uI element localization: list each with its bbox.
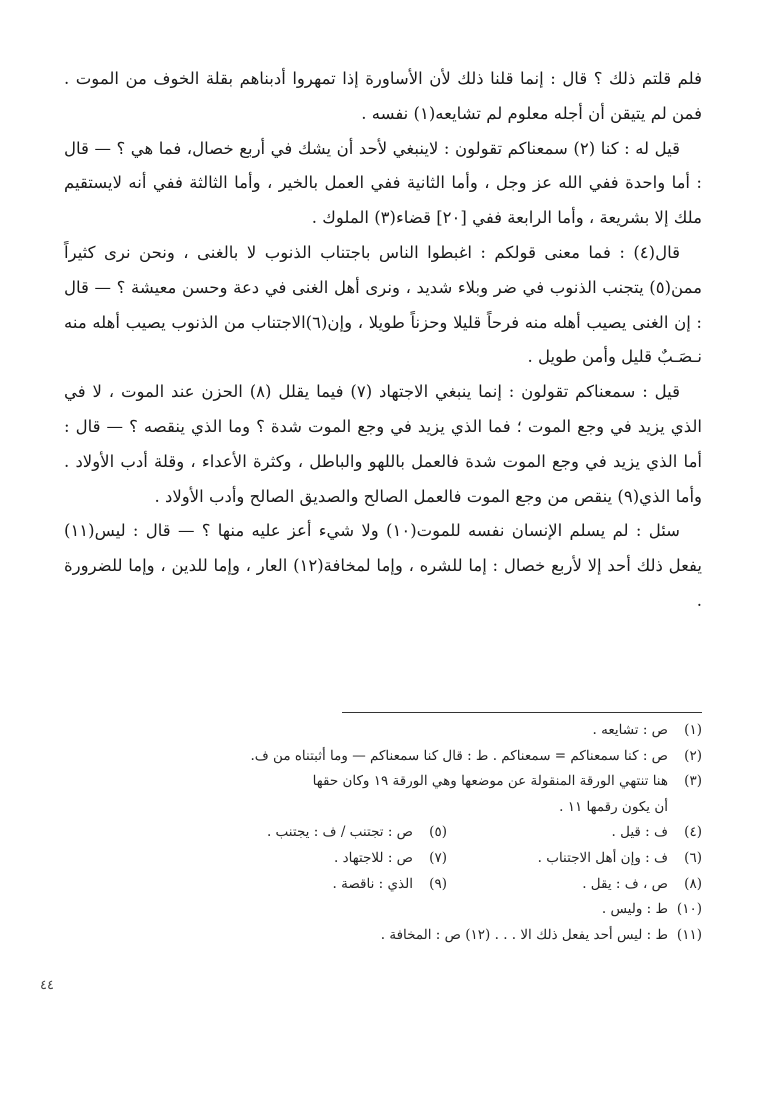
footnote-9 xyxy=(192,872,447,898)
footnote-5 xyxy=(192,820,447,846)
footnote-10 xyxy=(64,897,702,923)
footnote-6 xyxy=(447,846,702,872)
footnote-pair-6-7 xyxy=(64,846,702,872)
footnote-number: (٣) xyxy=(684,773,702,790)
paragraph-3: قال(٤) : فما معنى قولكم : اغبطوا الناس باجتناب الذنوب لا بالغنى ، ونحن نرى كثيراً ممن(٥) يتجنب الذنوب في ضر وبلاء شديد ، ونرى أهل الغنى في دعة وحسن معيشة ؟ — قال : إن الغنى يصيب أهله منه فرحاً قليلا وحزناً طويلا ، وإن(٦)الاجتناب من الذنوب يصيب أهله منه نـصَـبٌ قليل وأمن طويل . xyxy=(64,242,702,367)
page-number: ٤٤ xyxy=(40,978,54,993)
footnote-2 xyxy=(64,744,702,770)
paragraph-4: قيل : سمعناكم تقولون : إنما ينبغي الاجتهاد (٧) فيما يقلل (٨) الحزن عند الموت ، لا في الذي يزيد في وجع الموت ؛ فما الذي يزيد في وجع الموت شدة ؟ وما الذي ينقصه ؟ — قال : أما الذي يزيد في وجع الموت شدة فالعمل باللهو والباطل ، وكثرة الأعداء ، وقلة أدب الأولاد . وأما الذي(٩) ينقص من وجع الموت فالعمل الصالح والصديق الصالح وأدب الأولاد . xyxy=(64,382,702,506)
footnote-text: الذي : ناقصة . xyxy=(332,875,413,892)
footnote-text: ف : وإن أهل الاجتناب . xyxy=(537,849,668,866)
footnote-number: (٦) xyxy=(684,849,702,866)
footnote-7 xyxy=(192,846,447,872)
footnote-text: ص : للاجتهاد . xyxy=(334,849,413,866)
footnote-number: (١) xyxy=(684,722,702,738)
footnote-8 xyxy=(447,872,702,898)
footnote-text: ط : وليس . xyxy=(601,901,668,918)
footnote-separator xyxy=(342,712,702,713)
footnote-11-12 xyxy=(64,923,702,949)
footnote-number: (٢) xyxy=(684,747,702,764)
footnote-number: (١٠) xyxy=(676,901,702,918)
footnote-text: هنا تنتهي الورقة المنقولة عن موضعها وهي الورقة ١٩ وكان حقها xyxy=(312,773,668,790)
footnote-number: (٥) xyxy=(429,824,447,841)
footnote-text: ص ، ف : يقل . xyxy=(582,875,668,892)
footnote-number: (١١) xyxy=(676,926,702,943)
footnote-1 xyxy=(64,718,702,744)
main-text xyxy=(64,62,702,619)
footnote-4 xyxy=(447,820,702,846)
footnote-number: (٧) xyxy=(429,849,447,866)
footnote-pair-4-5 xyxy=(64,820,702,846)
footnote-number: (٨) xyxy=(684,875,702,892)
footnote-pair-8-9 xyxy=(64,872,702,898)
footnote-text: ص : كنا سمعناكم = سمعناكم . ط : قال كنا سمعناكم — وما أثبتناه من ف. xyxy=(250,747,668,764)
footnote-text: أن يكون رقمها ١١ . xyxy=(559,798,668,815)
footnote-text: ص : تجتنب / ف : يجتنب . xyxy=(266,824,413,841)
footnote-3 xyxy=(64,769,702,795)
footnote-number: (٤) xyxy=(684,824,702,841)
footnote-number: (٩) xyxy=(429,875,447,892)
footnote-text: ص : تشايعه . xyxy=(592,722,668,738)
footnote-text: ف : قيل . xyxy=(611,824,668,841)
paragraph-5: سئل : لم يسلم الإنسان نفسه للموت(١٠) ولا شيء أعز عليه منها ؟ — قال : ليس(١١) يفعل ذلك أحد إلا لأربع خصال : إما للشره ، وإما لمخافة(١٢) العار ، وإما للدين ، وإما للضرورة . xyxy=(64,521,702,610)
footnote-text: ط : ليس أحد يفعل ذلك الا . . . (١٢) ص : المخافة . xyxy=(380,926,668,943)
paragraph-1: فلم قلتم ذلك ؟ قال : إنما قلنا ذلك لأن الأساورة إذا تمهروا أدبناهم بقلة الخوف من الموت . فمن لم يتيقن أن أجله معلوم لم تشايعه(١) نفسه . xyxy=(64,69,702,123)
footnotes xyxy=(64,718,702,948)
paragraph-2: قيل له : كنا (٢) سمعناكم تقولون : لاينبغي لأحد أن يشك في أربع خصال، فما هي ؟ — قال : أما واحدة ففي الله عز وجل ، وأما الثانية ففي العمل بالخير ، وأما الثالثة ففي أنه لايستقيم ملك إلا بشريعة ، وأما الرابعة ففي [٢٠] قضاء(٣) الملوك . xyxy=(64,138,702,228)
footnote-3-continuation xyxy=(64,795,702,821)
